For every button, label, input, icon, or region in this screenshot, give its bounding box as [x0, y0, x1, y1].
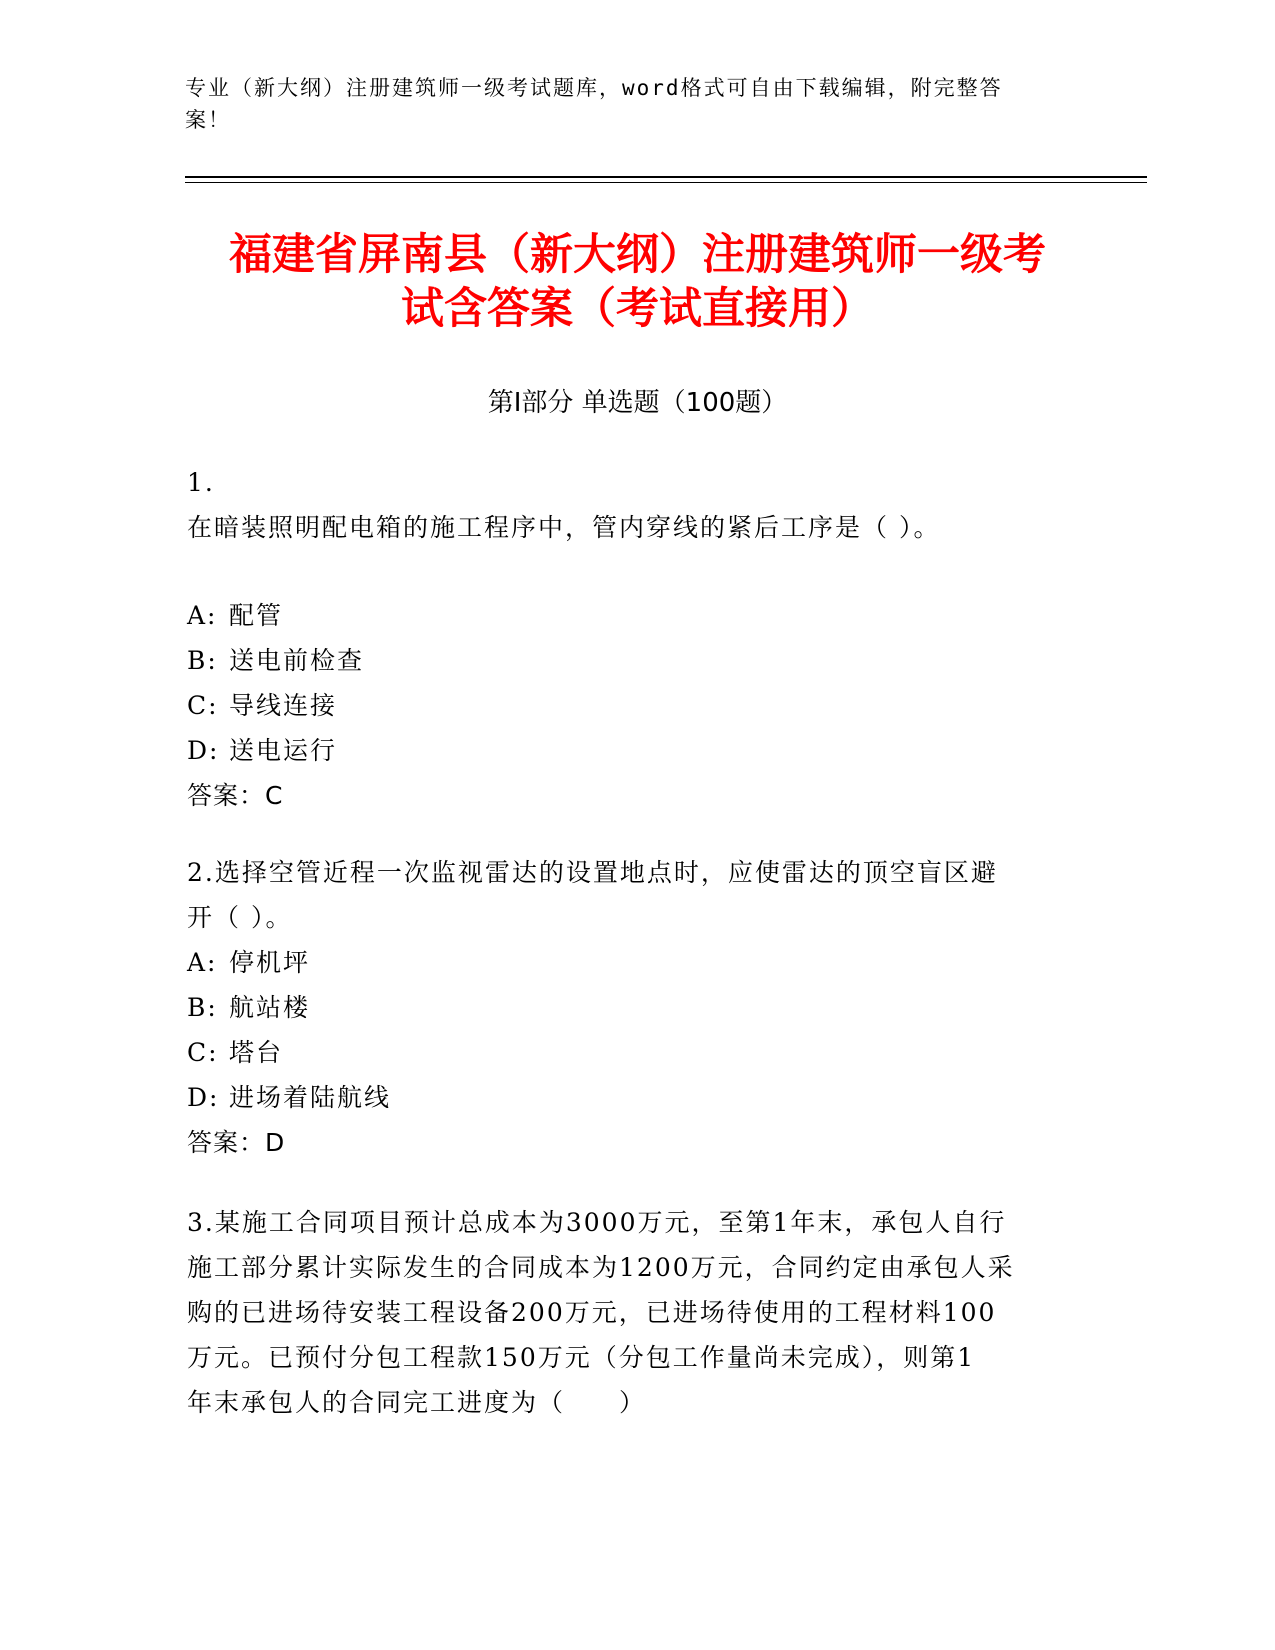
option-label: A:: [187, 948, 218, 977]
header-divider-thick: [185, 176, 1147, 178]
question-2-option-a: [187, 940, 1067, 985]
question-2-option-b: [187, 985, 1067, 1030]
question-2-answer: 答案：D: [187, 1128, 286, 1157]
question-3-stem-line-3: 购的已进场待安装工程设备200万元，已进场待使用的工程材料100: [187, 1298, 997, 1327]
question-1-number: 1.: [187, 468, 215, 497]
header-note: [185, 72, 1065, 136]
question-3-stem-line-5: 年末承包人的合同完工进度为（ ）: [187, 1388, 647, 1417]
question-2-option-d: [187, 1075, 1067, 1120]
document-title: [185, 228, 1090, 336]
question-3-stem-line-1: 3.某施工合同项目预计总成本为3000万元，至第1年末，承包人自行: [187, 1208, 1007, 1237]
header-note-line-2: 案！: [185, 108, 231, 132]
question-3-stem-line-4: 万元。已预付分包工程款150万元（分包工作量尚未完成），则第1: [187, 1343, 976, 1372]
question-2: [187, 850, 1067, 1165]
option-label: C:: [187, 691, 219, 720]
option-text: 配管: [229, 601, 284, 630]
question-3-stem-line-2: 施工部分累计实际发生的合同成本为1200万元，合同约定由承包人采: [187, 1253, 1015, 1282]
option-text: 塔台: [229, 1038, 284, 1067]
question-1-option-c: [187, 683, 1067, 728]
option-text: 停机坪: [229, 948, 311, 977]
option-text: 进场着陆航线: [229, 1083, 392, 1112]
option-label: C:: [187, 1038, 219, 1067]
question-2-stem-line-2: 开（ ）。: [187, 903, 293, 932]
document-title-line-1: 福建省屏南县（新大纲）注册建筑师一级考: [229, 230, 1046, 280]
option-label: B:: [187, 646, 218, 675]
option-label: B:: [187, 993, 218, 1022]
question-1-answer: 答案：C: [187, 781, 284, 810]
option-label: D:: [187, 736, 220, 765]
question-1-option-b: [187, 638, 1067, 683]
header-note-line-1: 专业（新大纲）注册建筑师一级考试题库，word格式可自由下载编辑，附完整答: [185, 76, 1003, 100]
section-title: 第I部分 单选题（100题）: [487, 388, 788, 418]
document-title-line-2: 试含答案（考试直接用）: [401, 284, 874, 334]
question-1-stem: 在暗装照明配电箱的施工程序中，管内穿线的紧后工序是（ ）。: [187, 513, 941, 542]
question-1: [187, 460, 1067, 818]
option-label: D:: [187, 1083, 220, 1112]
option-text: 送电运行: [229, 736, 338, 765]
question-2-stem-line-1: 2.选择空管近程一次监视雷达的设置地点时，应使雷达的顶空盲区避: [187, 858, 998, 887]
header-divider-thin: [185, 182, 1147, 183]
question-1-option-a: [187, 593, 1067, 638]
option-label: A:: [187, 601, 218, 630]
option-text: 导线连接: [229, 691, 338, 720]
question-1-option-d: [187, 728, 1067, 773]
option-text: 送电前检查: [229, 646, 365, 675]
question-2-option-c: [187, 1030, 1067, 1075]
spacer: [187, 550, 1067, 593]
option-text: 航站楼: [229, 993, 311, 1022]
question-3: [187, 1200, 1067, 1425]
